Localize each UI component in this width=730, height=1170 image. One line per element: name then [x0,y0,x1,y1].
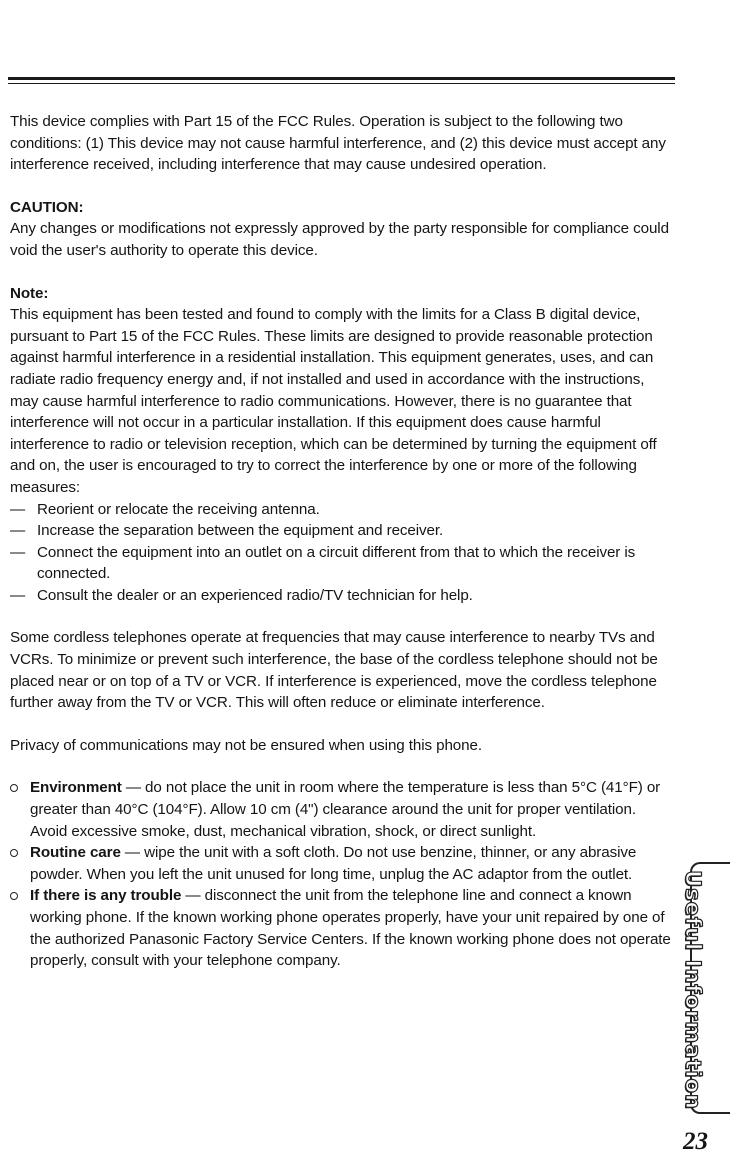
measure-item: — Connect the equipment into an outlet on a circuit different from that to which the receiver is connected. [10,543,636,583]
measure-item: — Consult the dealer or an experienced radio/TV technician for help. [10,586,473,604]
bullet-icon [10,784,18,792]
tip-environment: Environment — do not place the unit in room where the temperature is less than 5°C (41°F) or greater than 40°C (104°F). Allow 10 cm (4") clearance around the unit for proper ventilation. Avoid excessive smoke, dust, mechanical vibration, shock, or direct sunlight. [10,777,675,842]
tip-trouble: If there is any trouble — disconnect the unit from the telephone line and connect a known working phone. If the known working phone operates properly, have your unit repaired by one of the authorized Panasonic Factory Service Centers. If the known working phone does not operate properly, consult with your telephone company. [10,885,675,971]
note-heading: Note: [10,284,49,302]
measure-item: — Increase the separation between the equipment and receiver. [10,522,444,540]
section-side-tab-label: Useful Information [681,870,705,1110]
note-text: This equipment has been tested and found to comply with the limits for a Class B digital device, pursuant to Part 15 of the FCC Rules. These limits are designed to provide reasonable protection against harmful interference in a residential installation. This equipment generates, uses, and can radiate radio frequency energy and, if not installed and used in accordance with the instructions, may cause harmful interference to radio communications. However, there is no guarantee that interference will not occur in a particular installation. If this equipment does cause harmful interference to radio or television reception, which can be determined by turning the equipment off and on, the user is encouraged to try to correct the interference by one or more of the following measures: [10,306,657,496]
bullet-icon [10,892,18,900]
care-tips-list [10,777,675,971]
bullet-icon [10,849,18,857]
top-rule-thin [8,83,675,84]
page-content [10,111,675,972]
caution-text: Any changes or modifications not expressly approved by the party responsible for compliance could void the user's authority to operate this device. [10,220,669,259]
privacy-paragraph: Privacy of communications may not be ensured when using this phone. [10,736,482,754]
page-number: 23 [683,1128,708,1155]
fcc-intro-paragraph: This device complies with Part 15 of the FCC Rules. Operation is subject to the following two conditions: (1) This device may not cause harmful interference, and (2) this device must accept any interference received, including interference that may cause undesired operation. [10,113,666,174]
tip-routine-care: Routine care — wipe the unit with a soft cloth. Do not use benzine, thinner, or any abrasive powder. When you left the unit unused for long time, unplug the AC adaptor from the outlet. [10,842,675,885]
cordless-interference-paragraph: Some cordless telephones operate at frequencies that may cause interference to nearby TVs and VCRs. To minimize or prevent such interference, the base of the cordless telephone should not be placed near or on top of a TV or VCR. If interference is experienced, move the cordless telephone further away from the TV or VCR. This will often reduce or eliminate interference. [10,629,658,712]
top-rule [8,77,675,80]
caution-heading: CAUTION: [10,198,84,216]
measure-item: — Reorient or relocate the receiving antenna. [10,500,320,518]
